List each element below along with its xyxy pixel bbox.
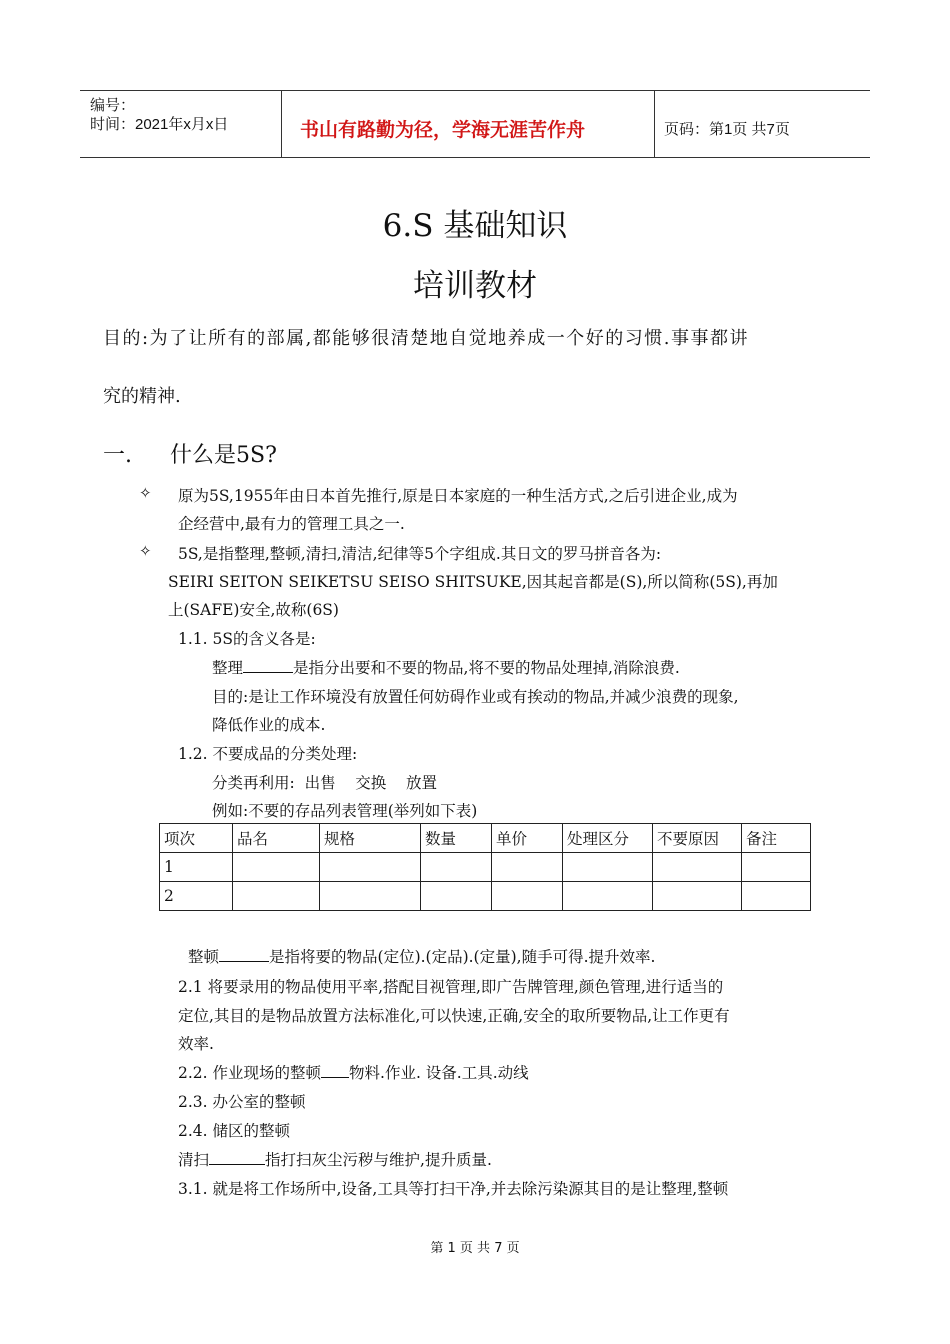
table-header-cell: 规格	[320, 824, 421, 853]
diamond-bullet-icon: ✧	[139, 484, 152, 502]
table-cell	[233, 882, 320, 911]
example-line: 例如:不要的存品列表管理(举列如下表)	[212, 802, 478, 820]
fill-blank	[209, 1150, 265, 1165]
bullet2-line3: 上(SAFE)安全,故称(6S)	[168, 601, 339, 619]
zhengdun-line	[188, 945, 655, 967]
classify-line: 分类再利用: 出售 交换 放置	[212, 774, 437, 792]
header-divider-right	[654, 90, 655, 158]
zhengli-purpose-line1: 目的:是让工作环境没有放置任何妨碍作业或有挨动的物品,并减少浪费的现象,	[212, 688, 739, 706]
subsection-2-1-line2: 定位,其目的是物品放置方法标准化,可以快速,正确,安全的取所要物品,让工作更有	[178, 1007, 730, 1025]
table-row	[160, 882, 811, 911]
table-cell	[653, 853, 742, 882]
table-header-cell: 不要原因	[653, 824, 742, 853]
table-cell	[421, 853, 492, 882]
zhengli-word: 整理	[212, 659, 244, 677]
table-header-cell: 备注	[742, 824, 811, 853]
table-cell	[742, 853, 811, 882]
fill-blank	[219, 947, 269, 962]
subsection-1-2: 1.2. 不要成品的分类处理:	[178, 745, 358, 763]
subsection-1-1: 1.1. 5S的含义各是:	[178, 630, 316, 648]
header-top-rule	[80, 90, 870, 91]
qingsao-word: 清扫	[178, 1151, 210, 1169]
table-header-cell: 处理区分	[563, 824, 653, 853]
zhengli-definition: 是指分出要和不要的物品,将不要的物品处理掉,消除浪费.	[293, 659, 680, 677]
zhengli-purpose-line2: 降低作业的成本.	[212, 716, 326, 734]
doc-title-line1: 6.S 基础知识	[382, 208, 568, 244]
doc-title-line2: 培训教材	[413, 268, 537, 304]
table-row	[160, 853, 811, 882]
subsection-2-1-line3: 效率.	[178, 1035, 214, 1053]
table-cell: 2	[160, 882, 233, 911]
subsection-2-2	[178, 1061, 529, 1083]
table-header-cell: 单价	[492, 824, 563, 853]
subsection-2-2-heading: 2.2. 作业现场的整顿	[178, 1064, 322, 1082]
table-cell	[320, 882, 421, 911]
table-cell	[653, 882, 742, 911]
diamond-bullet-icon: ✧	[139, 542, 152, 560]
bullet2-line1: 5S,是指整理,整顿,清扫,清洁,纪律等5个字组成.其日文的罗马拼音各为:	[178, 545, 662, 563]
header-bottom-rule	[80, 157, 870, 158]
subsection-3-1: 3.1. 就是将工作场所中,设备,工具等打扫干净,并去除污染源其目的是让整理,整顿	[178, 1180, 729, 1198]
zhengli-line	[212, 656, 680, 678]
bullet2-line2: SEIRI SEITON SEIKETSU SEISO SHITSUKE,因其起音都是(S),所以简称(5S),再加	[168, 573, 778, 591]
subsection-2-1-line1: 2.1 将要录用的物品使用平率,搭配目视管理,即广告牌管理,颜色管理,进行适当的	[178, 978, 724, 996]
table-cell	[233, 853, 320, 882]
fill-blank	[243, 658, 293, 673]
header-code-label: 编号：	[90, 97, 136, 114]
header-page-info: 页码：第1页 共7页	[664, 121, 790, 138]
page-footer: 第 1 页 共 7 页	[430, 1241, 520, 1256]
table-cell	[421, 882, 492, 911]
section1-title: 什么是5S?	[170, 443, 277, 468]
table-header-cell: 品名	[233, 824, 320, 853]
subsection-2-3: 2.3. 办公室的整顿	[178, 1093, 306, 1111]
qingsao-line	[178, 1148, 492, 1170]
header-divider-left	[281, 90, 282, 158]
table-cell	[563, 853, 653, 882]
zhengdun-definition: 是指将要的物品(定位).(定品).(定量),随手可得.提升效率.	[269, 948, 656, 966]
bullet1-line2: 企经营中,最有力的管理工具之一.	[178, 515, 405, 533]
section1-number: 一.	[103, 443, 132, 468]
table-header-cell: 项次	[160, 824, 233, 853]
qingsao-definition: 指打扫灰尘污秽与维护,提升质量.	[265, 1151, 492, 1169]
table-cell	[320, 853, 421, 882]
subsection-2-4: 2.4. 储区的整顿	[178, 1122, 291, 1140]
table-cell: 1	[160, 853, 233, 882]
fill-blank	[321, 1063, 349, 1078]
table-cell	[742, 882, 811, 911]
subsection-2-2-items: 物料.作业. 设备.工具.动线	[349, 1064, 529, 1082]
purpose-line2: 究的精神.	[103, 386, 181, 407]
zhengdun-word: 整顿	[188, 948, 220, 966]
table-header-row	[160, 824, 811, 853]
table-header-cell: 数量	[421, 824, 492, 853]
header-time-label: 时间：2021年x月x日	[90, 116, 229, 133]
table-cell	[492, 882, 563, 911]
unneeded-items-table	[159, 823, 811, 911]
table-cell	[563, 882, 653, 911]
header-motto: 书山有路勤为径，学海无涯苦作舟	[300, 119, 586, 141]
bullet1-line1: 原为5S,1955年由日本首先推行,原是日本家庭的一种生活方式,之后引进企业,成为	[178, 487, 738, 505]
table-cell	[492, 853, 563, 882]
purpose-line1: 目的:为了让所有的部属,都能够很清楚地自觉地养成一个好的习惯.事事都讲	[103, 328, 750, 349]
